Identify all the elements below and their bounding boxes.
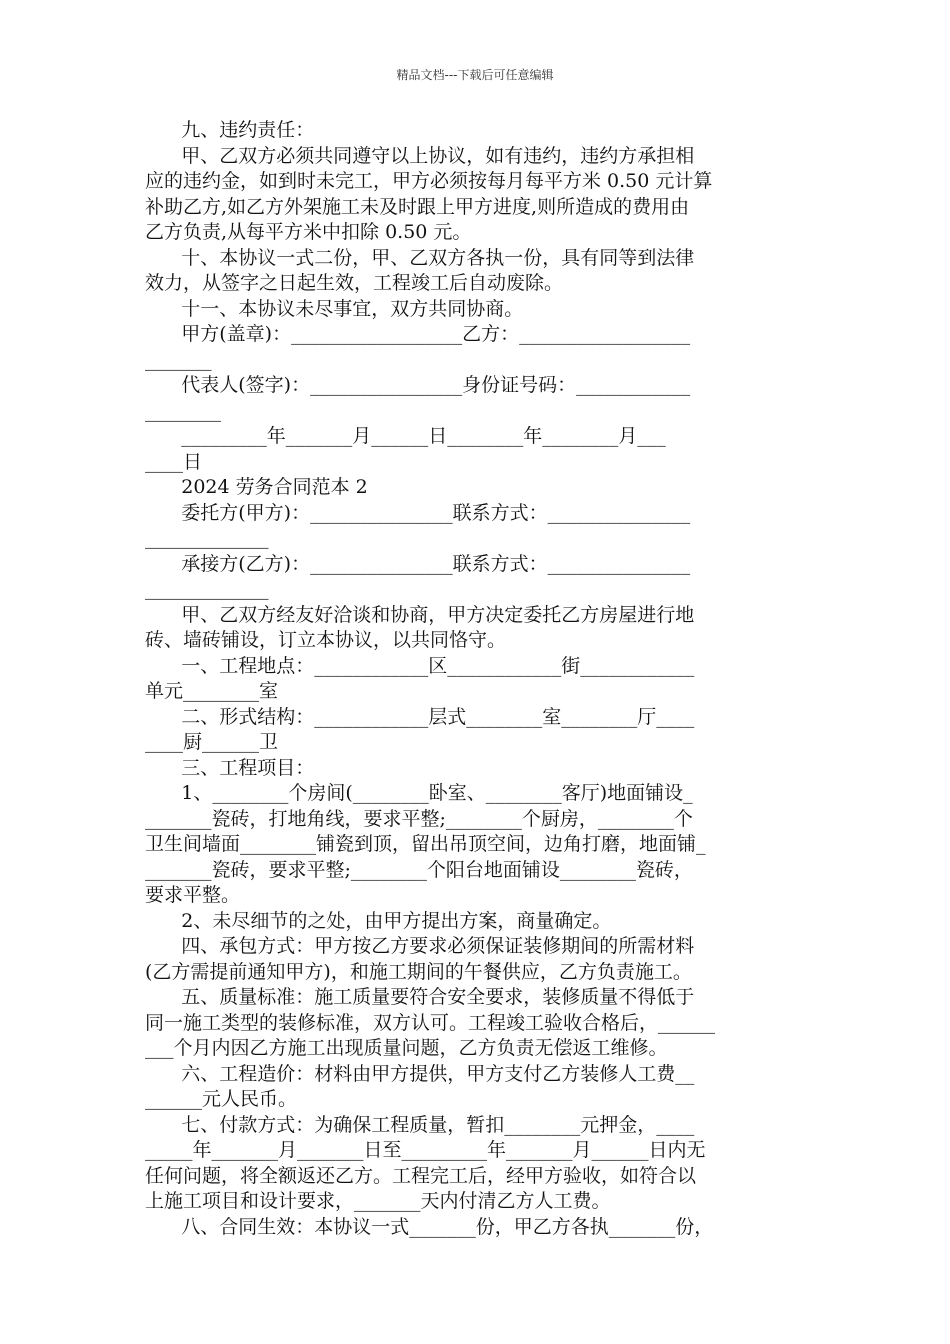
- document-line: _____________: [145, 578, 269, 600]
- document-line: 九、违约责任：: [145, 119, 315, 141]
- document-line: _______瓷砖，打地角线，要求平整;________个厨房，________个: [145, 807, 693, 830]
- document-line: ______元人民币。: [145, 1088, 298, 1110]
- document-line: 三、工程项目：: [145, 756, 315, 779]
- document-body: [145, 118, 807, 1240]
- document-line: 甲、乙双方必须共同遵守以上协议，如有违约，违约方承担相: [145, 144, 695, 167]
- document-line: 二、形式结构：____________层式________室________厅____: [145, 705, 695, 728]
- document-line: (乙方需提前通知甲方)，和施工期间的午餐供应，乙方负责施工。: [145, 960, 692, 983]
- document-line: 十、本协议一式二份，甲、乙双方各执一份，具有同等到法律: [145, 246, 695, 269]
- document-line: ________: [145, 399, 221, 422]
- document-line: 2024 劳务合同范本 2: [145, 476, 368, 498]
- document-line: 效力，从签字之日起生效，工程竣工后自动废除。: [145, 272, 564, 294]
- document-line: ____日: [145, 450, 203, 473]
- document-line: 甲、乙双方经友好洽谈和协商，甲方决定委托乙方房屋进行地: [145, 603, 695, 626]
- document-line: 乙方负责,从每平方米中扣除 0.50 元。: [145, 221, 472, 243]
- document-line: _______: [145, 348, 212, 371]
- document-line: 四、承包方式：甲方按乙方要求必须保证装修期间的所需材料: [145, 935, 695, 957]
- document-line: 委托方(甲方)：_______________联系方式：_______________: [145, 501, 691, 524]
- document-line: 甲方(盖章)：__________________乙方：__________________: [145, 323, 691, 345]
- document-line: 要求平整。: [145, 884, 241, 906]
- document-line: 一、工程地点：____________区____________街____________: [145, 654, 695, 677]
- document-line: _____________: [145, 527, 269, 549]
- document-line: 八、合同生效：本协议一式_______份，甲乙方各执_______份，: [145, 1215, 714, 1238]
- document-line: 1、________个房间(________卧室、________客厅)地面铺设_: [145, 782, 693, 804]
- document-line: 代表人(签字)：________________身份证号码：____________: [145, 374, 691, 396]
- page-header: 精品文档---下载后可任意编辑: [396, 68, 554, 82]
- document-line: ___个月内因乙方施工出现质量问题，乙方负责无偿返工维修。: [145, 1037, 668, 1059]
- document-line: 任何问题，将全额返还乙方。工程完工后，经甲方验收，如符合以: [145, 1164, 697, 1187]
- document-line: 同一施工类型的装修标准，双方认可。工程竣工验收合格后，______: [145, 1011, 716, 1034]
- document-line: 应的违约金，如到时未完工，甲方必须按每月每平方米 0.50 元计算: [145, 170, 713, 192]
- document-line: 砖、墙砖铺设，订立本协议，以共同恪守。: [145, 629, 507, 651]
- document-line: _________年_______月______日________年________月___: [145, 425, 666, 447]
- document-line: 七、付款方式：为确保工程质量，暂扣________元押金，____: [145, 1113, 695, 1136]
- document-line: 补助乙方,如乙方外架施工未及时跟上甲方进度,则所造成的费用由: [145, 195, 690, 218]
- document-line: _____年_______月_______日至_________年_______月______日内无: [145, 1139, 706, 1161]
- document-line: 卫生间墙面________铺瓷到顶，留出吊顶空间，边角打磨，地面铺_: [145, 833, 706, 855]
- document-line: 十一、本协议未尽事宜，双方共同协商。: [145, 297, 524, 320]
- document-line: 五、质量标准：施工质量要符合安全要求，装修质量不得低于: [145, 986, 695, 1008]
- document-line: 承接方(乙方)：_______________联系方式：_______________: [145, 552, 691, 575]
- document-line: 单元________室: [145, 680, 279, 702]
- document-line: 上施工项目和设计要求，_______天内付清乙方人工费。: [145, 1190, 611, 1212]
- document-line: ____厨______卫: [145, 731, 279, 753]
- document-line: 2、未尽细节的之处，由甲方提出方案，商量确定。: [145, 909, 612, 932]
- document-line: _______瓷砖，要求平整;________个阳台地面铺设________瓷砖，: [145, 858, 693, 881]
- document-line: 六、工程造价：材料由甲方提供，甲方支付乙方装修人工费__: [145, 1062, 695, 1085]
